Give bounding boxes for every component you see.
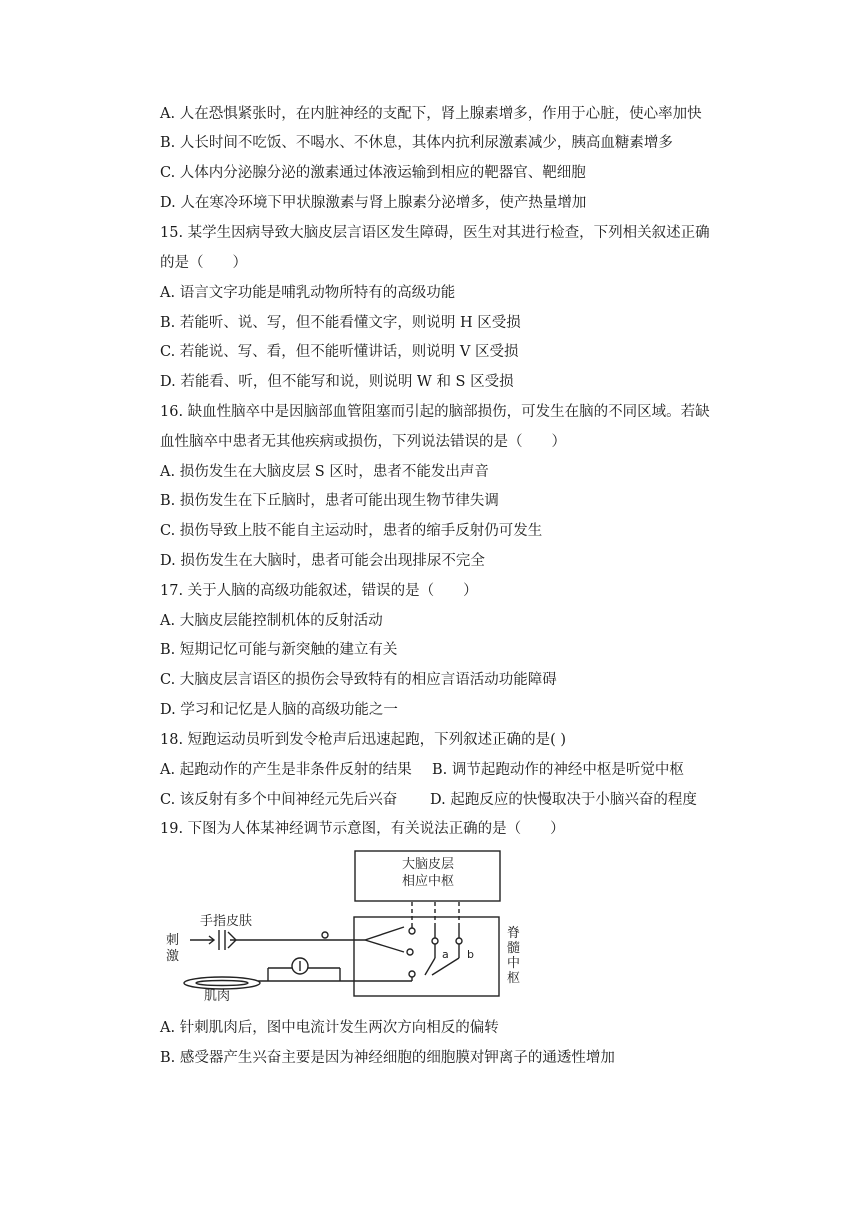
cortex-label-line2: 相应中枢 xyxy=(402,874,455,889)
q19-stem: 19. 下图为人体某神经调节示意图，有关说法正确的是（ ） xyxy=(160,821,565,837)
stimulus-label-1: 刺 xyxy=(166,933,180,948)
q14-option-c: C. 人体内分泌腺分泌的激素通过体液运输到相应的靶器官、靶细胞 xyxy=(160,165,586,181)
q17-stem: 17. 关于人脑的高级功能叙述，错误的是（ ） xyxy=(160,583,478,599)
reflex-arc-diagram xyxy=(150,845,530,1005)
q16-option-a: A. 损伤发生在大脑皮层 S 区时，患者不能发出声音 xyxy=(160,464,489,480)
q16-stem: 16. 缺血性脑卒中是因脑部血管阻塞而引起的脑部损伤，可发生在脑的不同区域。若缺 xyxy=(160,404,710,420)
q18-stem: 18. 短跑运动员听到发令枪声后迅速起跑，下列叙述正确的是( ) xyxy=(160,732,567,748)
q16-option-d: D. 损伤发生在大脑时，患者可能会出现排尿不完全 xyxy=(160,553,485,569)
q19-option-b: B. 感受器产生兴奋主要是因为神经细胞的细胞膜对钾离子的通透性增加 xyxy=(160,1050,615,1066)
label-a: a xyxy=(442,948,449,961)
spinal-center-box xyxy=(354,917,499,996)
q14-option-d: D. 人在寒冷环境下甲状腺激素与肾上腺素分泌增多，使产热量增加 xyxy=(160,195,587,211)
q15-option-d: D. 若能看、听，但不能写和说，则说明 W 和 S 区受损 xyxy=(160,374,514,390)
q18-option-b: B. 调节起跑动作的神经中枢是听觉中枢 xyxy=(432,762,684,778)
cortex-label-line1: 大脑皮层 xyxy=(402,857,455,872)
label-b: b xyxy=(467,948,474,961)
q14-option-a: A. 人在恐惧紧张时，在内脏神经的支配下，肾上腺素增多，作用于心脏，使心率加快 xyxy=(160,106,702,122)
q16-option-c: C. 损伤导致上肢不能自主运动时，患者的缩手反射仍可发生 xyxy=(160,523,543,539)
q19-option-a: A. 针刺肌肉后，图中电流计发生两次方向相反的偏转 xyxy=(160,1020,499,1036)
spinal-label-4: 枢 xyxy=(507,971,521,986)
q17-option-c: C. 大脑皮层言语区的损伤会导致特有的相应言语活动功能障碍 xyxy=(160,672,557,688)
finger-skin-label: 手指皮肤 xyxy=(200,914,253,929)
q15-stem: 15. 某学生因病导致大脑皮层言语区发生障碍，医生对其进行检查，下列相关叙述正确 xyxy=(160,225,710,241)
spinal-label-3: 中 xyxy=(507,956,521,971)
stimulus-label-2: 激 xyxy=(166,949,180,964)
q17-option-d: D. 学习和记忆是人脑的高级功能之一 xyxy=(160,702,398,718)
q16-stem-continued: 血性脑卒中患者无其他疾病或损伤，下列说法错误的是（ ） xyxy=(160,434,566,450)
spinal-label-2: 髓 xyxy=(507,941,521,956)
spinal-label-1: 脊 xyxy=(507,926,521,941)
q15-stem-continued: 的是（ ） xyxy=(160,255,247,271)
q15-option-a: A. 语言文字功能是哺乳动物所特有的高级功能 xyxy=(160,285,456,301)
q18-option-c: C. 该反射有多个中间神经元先后兴奋 xyxy=(160,792,398,808)
q15-option-b: B. 若能听、说、写，但不能看懂文字，则说明 H 区受损 xyxy=(160,315,521,331)
q15-option-c: C. 若能说、写、看，但不能听懂讲话，则说明 V 区受损 xyxy=(160,344,519,360)
muscle-label: 肌肉 xyxy=(204,989,231,1004)
q18-option-a: A. 起跑动作的产生是非条件反射的结果 xyxy=(160,762,412,778)
q17-option-a: A. 大脑皮层能控制机体的反射活动 xyxy=(160,613,383,629)
q17-option-b: B. 短期记忆可能与新突触的建立有关 xyxy=(160,642,398,658)
q18-option-d: D. 起跑反应的快慢取决于小脑兴奋的程度 xyxy=(430,792,697,808)
q14-option-b: B. 人长时间不吃饭、不喝水、不休息，其体内抗利尿激素减少，胰高血糖素增多 xyxy=(160,135,673,151)
q16-option-b: B. 损伤发生在下丘脑时，患者可能出现生物节律失调 xyxy=(160,493,499,509)
